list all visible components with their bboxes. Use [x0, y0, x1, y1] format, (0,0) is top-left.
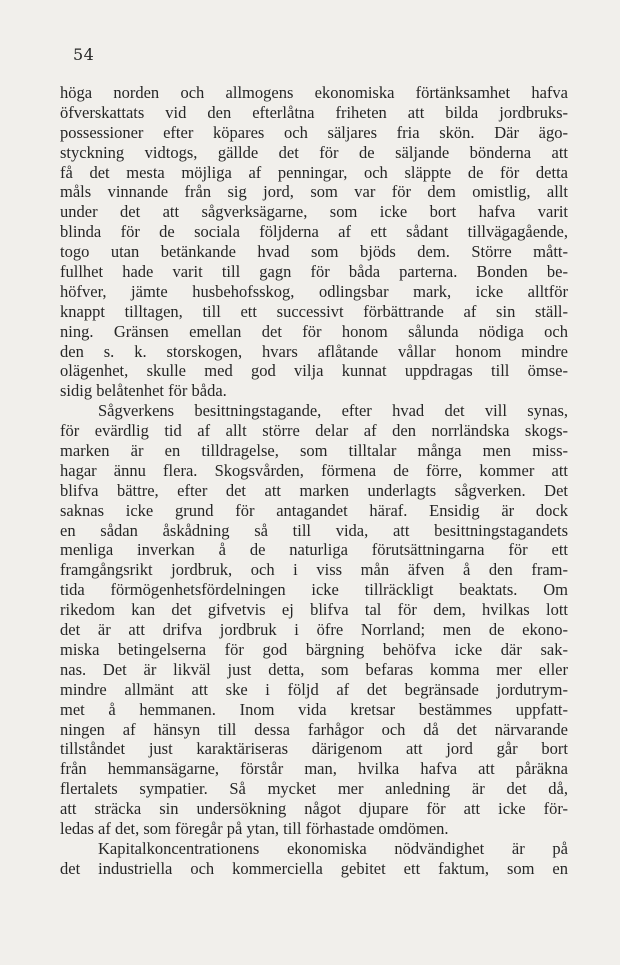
- text-line: flertalets sympatier. Så mycket mer anledning är det då,: [60, 779, 568, 799]
- text-line: possessioner efter köpares och säljares fria skön. Där ägo-: [60, 122, 568, 142]
- text-line: få det mesta möjliga af penningar, och släppte de för detta: [60, 162, 568, 182]
- text-line: togo utan betänkande hvad som bjöds dem. Större mått-: [60, 242, 568, 262]
- text-line: höfver, jämte husbehofsskog, odlingsbar mark, icke alltför: [60, 281, 568, 301]
- text-line: saknas icke grund för antagandet häraf. Ensidig är dock: [60, 500, 568, 520]
- text-line: under det att sågverksägarne, som icke bort hafva varit: [60, 202, 568, 222]
- text-line: det är att drifva jordbruk i öfre Norrland; men de ekono-: [60, 620, 568, 640]
- text-line: ledas af det, som föregår på ytan, till förhastade omdömen.: [60, 818, 449, 838]
- text-line: en sådan åskådning så till vida, att besittningstagandets: [60, 520, 568, 540]
- text-line: tida förmögenhetsfördelningen icke tillräckligt beaktats. Om: [60, 580, 568, 600]
- text-line: framgångsrikt jordbruk, och i viss mån äfven å den fram-: [60, 560, 568, 580]
- text-line: ning. Gränsen emellan det för honom sålunda nödiga och: [60, 321, 568, 341]
- text-line: nas. Det är likväl just detta, som befaras komma mer eller: [60, 659, 568, 679]
- text-line: miska betingelserna för god bärgning behöfva icke där sak-: [60, 639, 568, 659]
- text-line: blifva bättre, efter det att marken underlagts sågverken. Det: [60, 480, 568, 500]
- text-line: met å hemmanen. Inom vida kretsar bestämmes uppfatt-: [60, 699, 568, 719]
- paragraph: [60, 839, 568, 879]
- text-line: från hemmansägarne, förstår man, hvilka hafva att påräkna: [60, 759, 568, 779]
- text-line: den s. k. storskogen, hvars aflåtande vållar honom mindre: [60, 341, 568, 361]
- paragraph: [60, 401, 568, 839]
- text-line: öfverskattats vid den efterlåtna friheten att bilda jordbruks-: [60, 102, 568, 122]
- text-line: Sågverkens besittningstagande, efter hvad det vill synas,: [98, 401, 568, 421]
- text-line: rikedom kan det gifvetvis ej blifva tal för dem, hvilkas lott: [60, 600, 568, 620]
- text-line: knappt tilltagen, till ett successivt förbättrande af sin ställ-: [60, 301, 568, 321]
- text-line: måls vinnande från sig jord, som var för dem omistlig, allt: [60, 182, 568, 202]
- text-line: ningen af hänsyn till dessa farhågor och då det närvarande: [60, 719, 568, 739]
- text-line: tillståndet just karaktäriseras därigenom att jord går bort: [60, 739, 568, 759]
- text-line: menliga inverkan å de naturliga förutsättningarna för ett: [60, 540, 568, 560]
- text-line: höga norden och allmogens ekonomiska förtänksamhet hafva: [60, 83, 568, 102]
- text-line: Kapitalkoncentrationens ekonomiska nödvändighet är på: [98, 838, 568, 858]
- text-line: styckning vidtogs, gällde det för de säljande bönderna att: [60, 142, 568, 162]
- page-number: 54: [73, 45, 95, 64]
- text-line: att sträcka sin undersökning något djupare för att icke för-: [60, 799, 568, 819]
- text-line: sidig belåtenhet för båda.: [60, 381, 227, 401]
- text-line: mindre allmänt att ske i följd af det begränsade jordutrym-: [60, 679, 568, 699]
- text-line: fullhet hade varit till gagn för båda parterna. Bonden be-: [60, 262, 568, 282]
- text-line: marken är en tilldragelse, som tilltalar många men miss-: [60, 441, 568, 461]
- text-line: hagar ännu flera. Skogsvården, förmena de förre, kommer att: [60, 460, 568, 480]
- paragraph: [60, 83, 568, 401]
- text-line: det industriella och kommerciella gebitet ett faktum, som en: [60, 858, 568, 878]
- text-line: olägenhet, skulle med god vilja kunnat uppdragas till ömse-: [60, 361, 568, 381]
- body-text: [60, 83, 568, 879]
- text-line: för evärdlig tid af allt större delar af den norrländska skogs-: [60, 421, 568, 441]
- text-line: blinda för de sociala följderna af ett sådant tillvägagående,: [60, 222, 568, 242]
